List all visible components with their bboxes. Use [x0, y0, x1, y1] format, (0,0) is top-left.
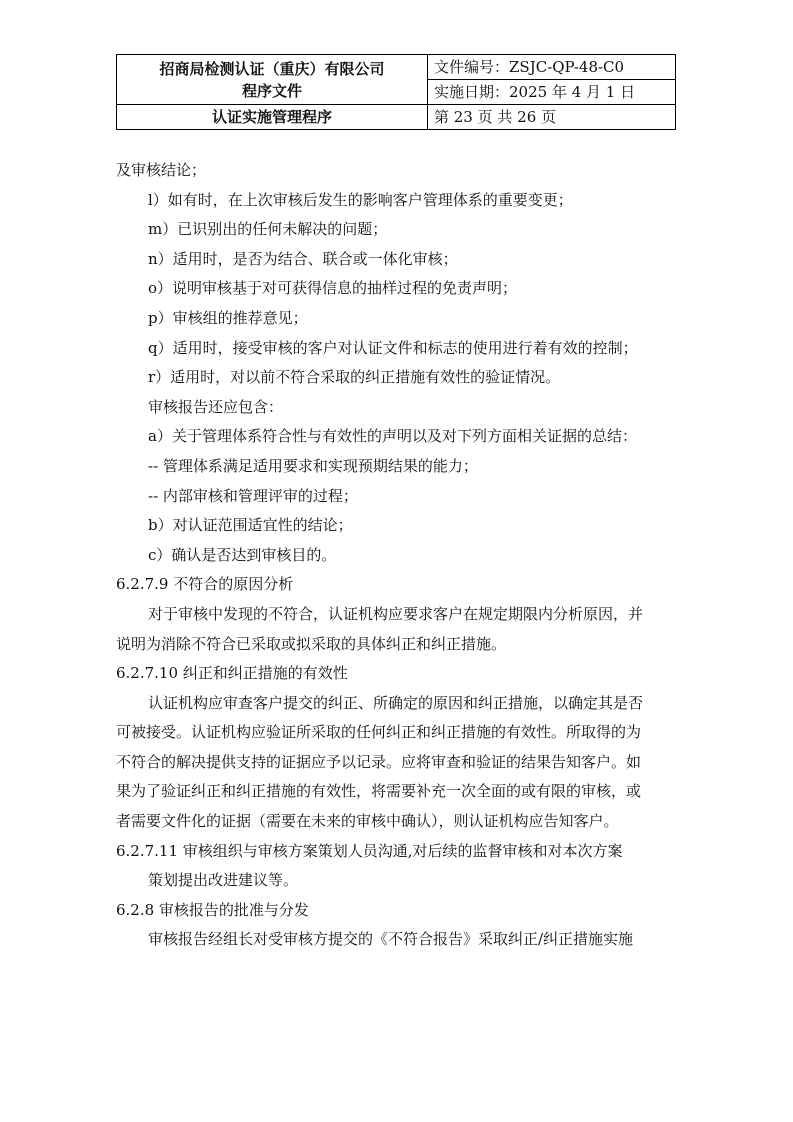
body-line: 说明为消除不符合已采取或拟采取的具体纠正和纠正措施。: [116, 634, 507, 653]
body-line: -- 管理体系满足适用要求和实现预期结果的能力；: [148, 456, 478, 475]
document-header-table: [116, 54, 676, 130]
document-type: 程序文件: [241, 81, 302, 100]
body-line: b）对认证范围适宜性的结论；: [148, 516, 353, 535]
company-cell: [117, 55, 428, 105]
body-line: 者需要文件化的证据（需要在未来的审核中确认），则认证机构应告知客户。: [116, 812, 619, 831]
body-line: 及审核结论；: [116, 161, 207, 179]
implementation-date: 实施日期：2025 年 4 月 1 日: [428, 80, 676, 105]
section-heading: 6.2.7.9 不符合的原因分析: [116, 575, 294, 594]
document-body: [116, 156, 676, 955]
body-line: -- 内部审核和管理评审的过程；: [148, 486, 358, 505]
body-line: 对于审核中发现的不符合，认证机构应要求客户在规定期限内分析原因，并: [148, 604, 644, 623]
body-line: 可被接受。认证机构应验证所采取的任何纠正和纠正措施的有效性。所取得的为: [116, 723, 642, 742]
body-line: 审核报告还应包含：: [148, 397, 284, 416]
section-heading: 6.2.7.11 审核组织与审核方案策划人员沟通,对后续的监督审核和对本次方案: [116, 841, 623, 860]
body-line: p）审核组的推荐意见；: [148, 308, 308, 327]
company-name: 招商局检测认证（重庆）有限公司: [159, 59, 385, 78]
body-line: 审核报告经组长对受审核方提交的《不符合报告》采取纠正/纠正措施实施: [148, 930, 634, 949]
body-line: o）说明审核基于对可获得信息的抽样过程的免责声明；: [148, 279, 518, 298]
body-line: 策划提出改进建议等。: [148, 871, 299, 890]
section-heading: 6.2.7.10 纠正和纠正措施的有效性: [116, 664, 348, 683]
section-heading: 6.2.8 审核报告的批准与分发: [116, 900, 309, 919]
body-line: c）确认是否达到审核目的。: [148, 545, 337, 564]
page-number: 第 23 页 共 26 页: [428, 105, 676, 130]
body-line: 果为了验证纠正和纠正措施的有效性，将需要补充一次全面的或有限的审核，或: [116, 782, 642, 801]
body-line: 不符合的解决提供支持的证据应予以记录。应将审查和验证的结果告知客户。如: [116, 752, 642, 771]
body-line: q）适用时，接受审核的客户对认证文件和标志的使用进行着有效的控制；: [148, 338, 638, 357]
body-line: n）适用时，是否为结合、联合或一体化审核；: [148, 249, 458, 268]
body-line: a）关于管理体系符合性与有效性的声明以及对下列方面相关证据的总结：: [148, 427, 637, 446]
body-line: 认证机构应审查客户提交的纠正、所确定的原因和纠正措施，以确定其是否: [148, 693, 644, 712]
body-line: l）如有时，在上次审核后发生的影响客户管理体系的重要变更；: [148, 190, 573, 209]
procedure-title: 认证实施管理程序: [117, 105, 428, 130]
body-line: r）适用时，对以前不符合采取的纠正措施有效性的验证情况。: [148, 368, 561, 387]
body-line: m）已识别出的任何未解决的问题；: [148, 220, 388, 239]
document-number: 文件编号：ZSJC-QP-48-C0: [428, 55, 676, 80]
